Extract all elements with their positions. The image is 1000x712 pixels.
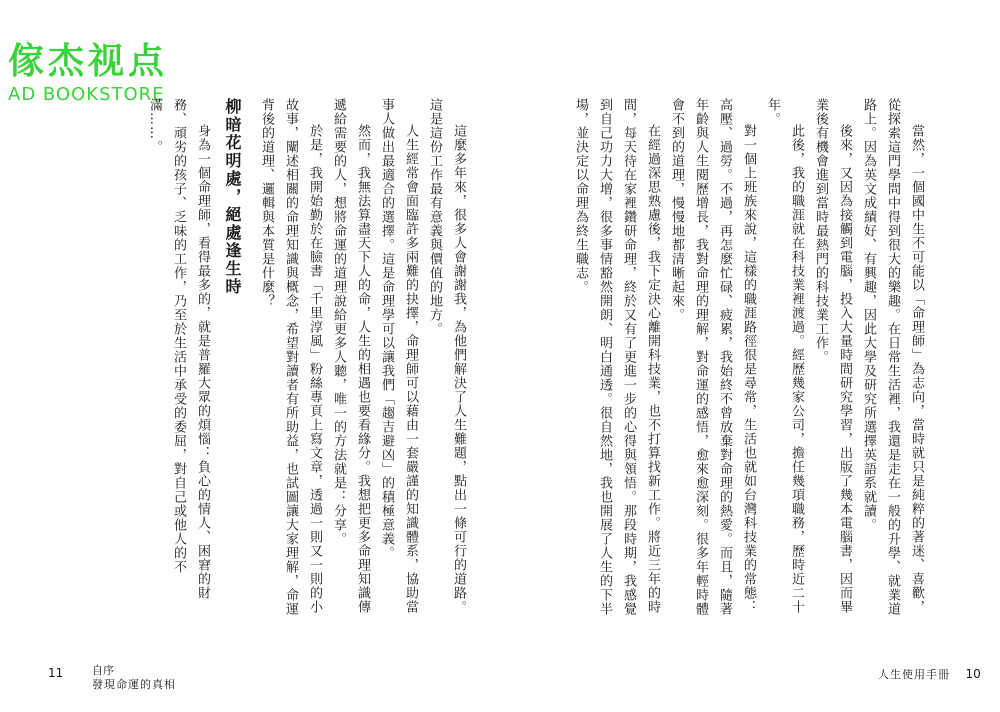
left-page-text (50, 98, 470, 618)
chapter-title: 發現命運的真相 (92, 678, 176, 691)
paragraph: 人生經常會面臨許多兩難的抉擇，命理師可以藉由一套嚴謹的知識體系，協助當事人做出最適合的選擇。這是命理學可以讓我們「趨吉避凶」的積極意義。 (379, 98, 418, 614)
right-footer (878, 666, 981, 682)
paragraph: 此後，我的職涯就在科技業裡渡過。經歷幾家公司，擔任幾項職務，歷時近二十年。 (765, 98, 804, 614)
paragraph: 後來，又因為接觸到電腦，投入大量時間研究學習，出版了幾本電腦書，因而畢業後有機會進到當時最熱門的科技業工作。 (813, 98, 852, 614)
paragraph: 對一個上班族來說，這樣的職涯路徑很是尋常，生活也就如台灣科技業的常態：高壓、過勞。不過，再怎麼忙碌、疲累，我始終不曾放棄對命理的熱愛。而且，隨著年齡與人生閱歷增長，我對命理的理解，對命運的感悟，愈來愈深刻。很多年輕時體會不到的道理，慢慢地都清晰起來。 (669, 98, 756, 616)
paragraph: 然而，我無法算盡天下人的命，人生的相遇也要看緣分。我想把更多命理知識傳遞給需要的人，想將命運的道理說給更多人聽，唯一的方法就是：分享。 (331, 98, 370, 614)
paragraph: 身為一個命理師，看得最多的，就是普羅大眾的煩惱：負心的情人、困窘的財務、頑劣的孩子、乏味的工作，乃至於生活中承受的委屈，對自己或他人的不滿……。 (147, 98, 210, 600)
paragraph: 這麼多年來，很多人會謝謝我，為他們解決了人生難題，點出一條可行的道路。這是這份工作最有意義與價值的地方。 (427, 98, 466, 614)
logo-chinese-text: 傢杰视点 (8, 41, 169, 82)
paragraph: 當然，一個國中生不可能以「命理師」為志向，當時就只是純粹的著迷、喜歡，從探索這門學問中得到很大的樂趣。在日常生活裡，我還是走在一般的升學、就業道路上。因為英文成績好、有興趣，因此大學及研究所選擇英語系就讀。 (861, 98, 924, 616)
page-number: 11 (48, 666, 64, 680)
right-page-text (573, 98, 928, 618)
page-number: 10 (965, 667, 981, 681)
book-title: 人生使用手冊 (878, 668, 950, 681)
section-heading: 柳暗花明處，絕處逢生時 (223, 98, 242, 296)
paragraph: 在經過深思熟慮後，我下定決心離開科技業，也不打算找新工作。將近三年的時間，每天待在家裡鑽研命理，終於又有了更進一步的心得與領悟。那段時期，我感覺到自己功力大增，很多事情豁然開朗、明白通透。很自然地，我也開展了人生的下半場，並決定以命理為終生職志。 (573, 98, 660, 616)
logo-english-text: AD BOOKSTORE (8, 84, 165, 105)
chapter-label: 自序 (92, 664, 114, 677)
bookstore-logo (8, 40, 198, 106)
paragraph: 於是，我開始勤於在臉書「千里淳風」粉絲專頁上寫文章，透過一則又一則的小故事，闡述相關的命理知識與概念，希望對讀者有所助益，也試圖讓大家理解，命運背後的道理、邏輯與本質是什麼？ (259, 98, 322, 616)
